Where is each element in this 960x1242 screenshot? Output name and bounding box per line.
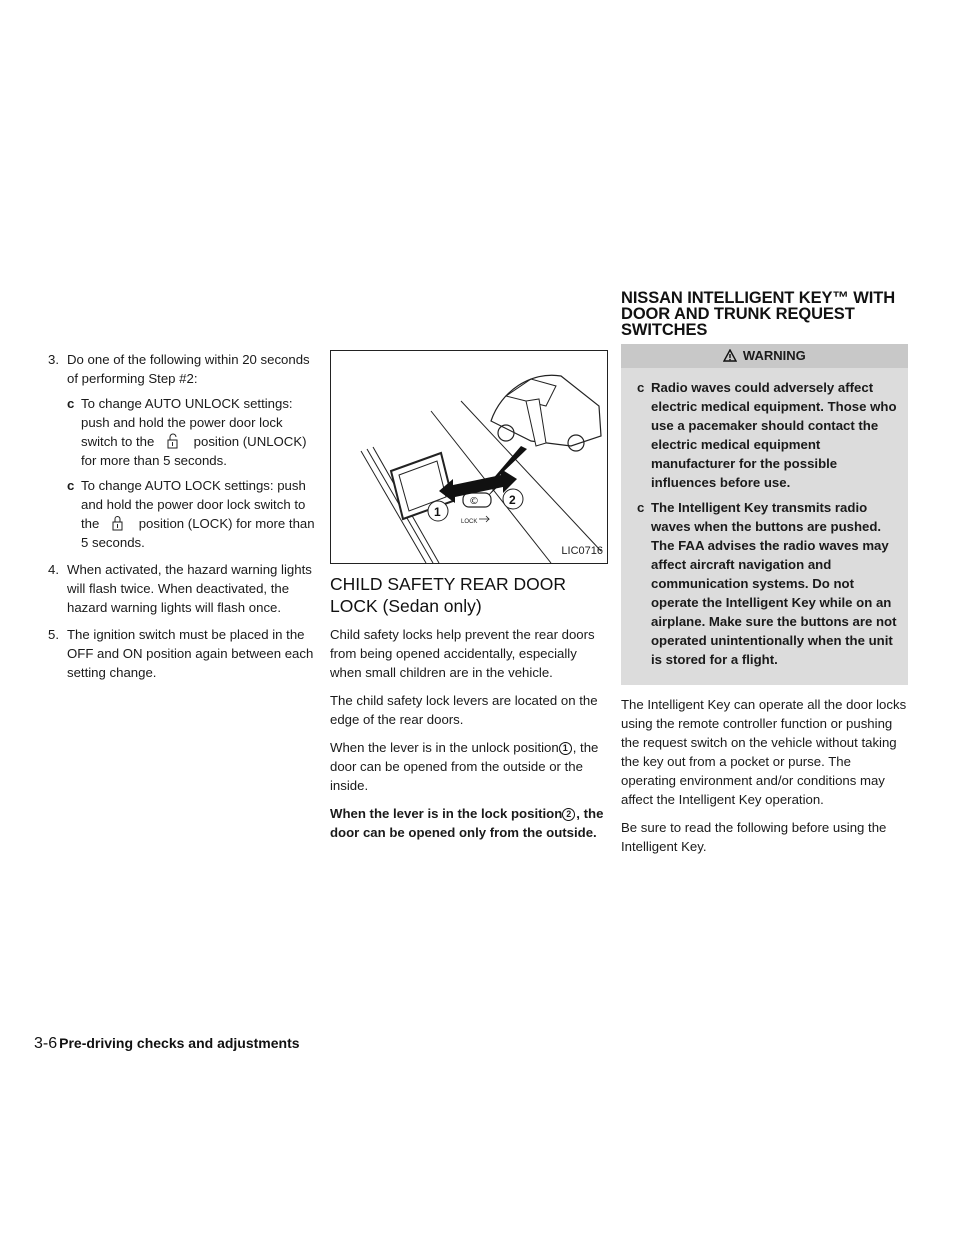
bullet-auto-unlock: [67, 394, 316, 470]
text: When the lever is in the lock position: [330, 806, 563, 821]
lock-icon: [107, 515, 129, 531]
bullet-text-before: To change AUTO LOCK settings: push and hold the power door lock switch to the: [81, 478, 306, 531]
step-text: The ignition switch must be placed in the OFF and ON position again between each setting change.: [67, 627, 314, 680]
figure-code: LIC0716: [561, 545, 603, 557]
paragraph-lock-position: [330, 804, 610, 842]
step-text: When activated, the hazard warning lights will flash twice. When deactivated, the hazard warning lights will flash once.: [67, 562, 312, 615]
warning-triangle-icon: [723, 349, 737, 362]
paragraph-unlock-position: [330, 738, 610, 795]
bullet-icon: c: [67, 396, 75, 411]
paragraph: Child safety locks help prevent the rear doors from being opened accidentally, especially when small children are in the vehicle.: [330, 627, 595, 680]
column-right: [621, 290, 908, 865]
child-lock-illustration: [331, 351, 607, 563]
paragraph: The child safety lock levers are located on the edge of the rear doors.: [330, 693, 598, 727]
paragraph: Be sure to read the following before using the Intelligent Key.: [621, 820, 887, 854]
step-number: 4.: [48, 562, 59, 577]
warning-item-medical: [621, 378, 908, 492]
bullet-auto-lock: [67, 476, 316, 552]
chapter-title: Pre-driving checks and adjustments: [59, 1035, 300, 1051]
circled-number-1: 1: [559, 742, 572, 755]
warning-box: [621, 344, 908, 685]
step-text: Do one of the following within 20 seconds of performing Step #2:: [67, 352, 310, 386]
warning-title: [621, 344, 908, 368]
step-number: 3.: [48, 352, 59, 367]
circled-number-2: 2: [562, 808, 575, 821]
step-number: 5.: [48, 627, 59, 642]
text: , the door can be opened from the outside or the inside.: [330, 740, 599, 793]
bullet-icon: c: [67, 478, 75, 493]
step-5: [48, 625, 316, 682]
svg-text:©: ©: [469, 496, 479, 507]
page-number: 3-6: [34, 1035, 58, 1052]
bullet-icon: c: [637, 380, 645, 395]
unlock-icon: [162, 433, 184, 449]
warning-item-aircraft: [621, 498, 908, 669]
figure-label-1: 1: [434, 505, 441, 519]
step-4: [48, 560, 316, 617]
text: , the door can be opened only from the outside.: [330, 806, 604, 840]
bullet-icon: c: [637, 500, 645, 515]
text: When the lever is in the unlock position: [330, 740, 559, 755]
child-lock-figure: [330, 350, 608, 564]
bullet-text-after: position (LOCK) for more than 5 seconds.: [81, 516, 315, 550]
step-3: [48, 350, 316, 552]
paragraph: The Intelligent Key can operate all the door locks using the remote controller function or pushing the request switch on the vehicle without taking the key out from a pocket or purse. The operating environment and/or conditions may affect the Intelligent Key operation.: [621, 697, 907, 807]
section-heading-child-lock: CHILD SAFETY REAR DOOR LOCK (Sedan only): [330, 574, 566, 616]
figure-lock-text: LOCK: [461, 519, 478, 525]
warning-text: Radio waves could adversely affect electric medical equipment. Those who use a pacemaker should contact the electric medical equipment manufacturer for the possible influences before use.: [651, 380, 897, 490]
warning-title-text: WARNING: [742, 348, 806, 363]
page-footer: [34, 1034, 300, 1053]
column-left: [48, 350, 316, 690]
figure-label-2: 2: [509, 493, 516, 507]
warning-text: The Intelligent Key transmits radio waves when the buttons are pushed. The FAA advises the radio waves may affect aircraft navigation and communication systems. Do not operate the Intelligent Key while on an airplane. Make sure the buttons are not operated unintentionally when the unit is stored for a flight.: [651, 500, 897, 667]
column-middle: [330, 350, 610, 851]
bullet-text-before: To change AUTO UNLOCK settings: push and hold the power door lock switch to the: [81, 396, 293, 449]
section-heading-intelligent-key: NISSAN INTELLIGENT KEY™ WITH DOOR AND TRUNK REQUEST SWITCHES: [621, 289, 896, 339]
bullet-text-after: position (UNLOCK) for more than 5 seconds.: [81, 434, 307, 468]
